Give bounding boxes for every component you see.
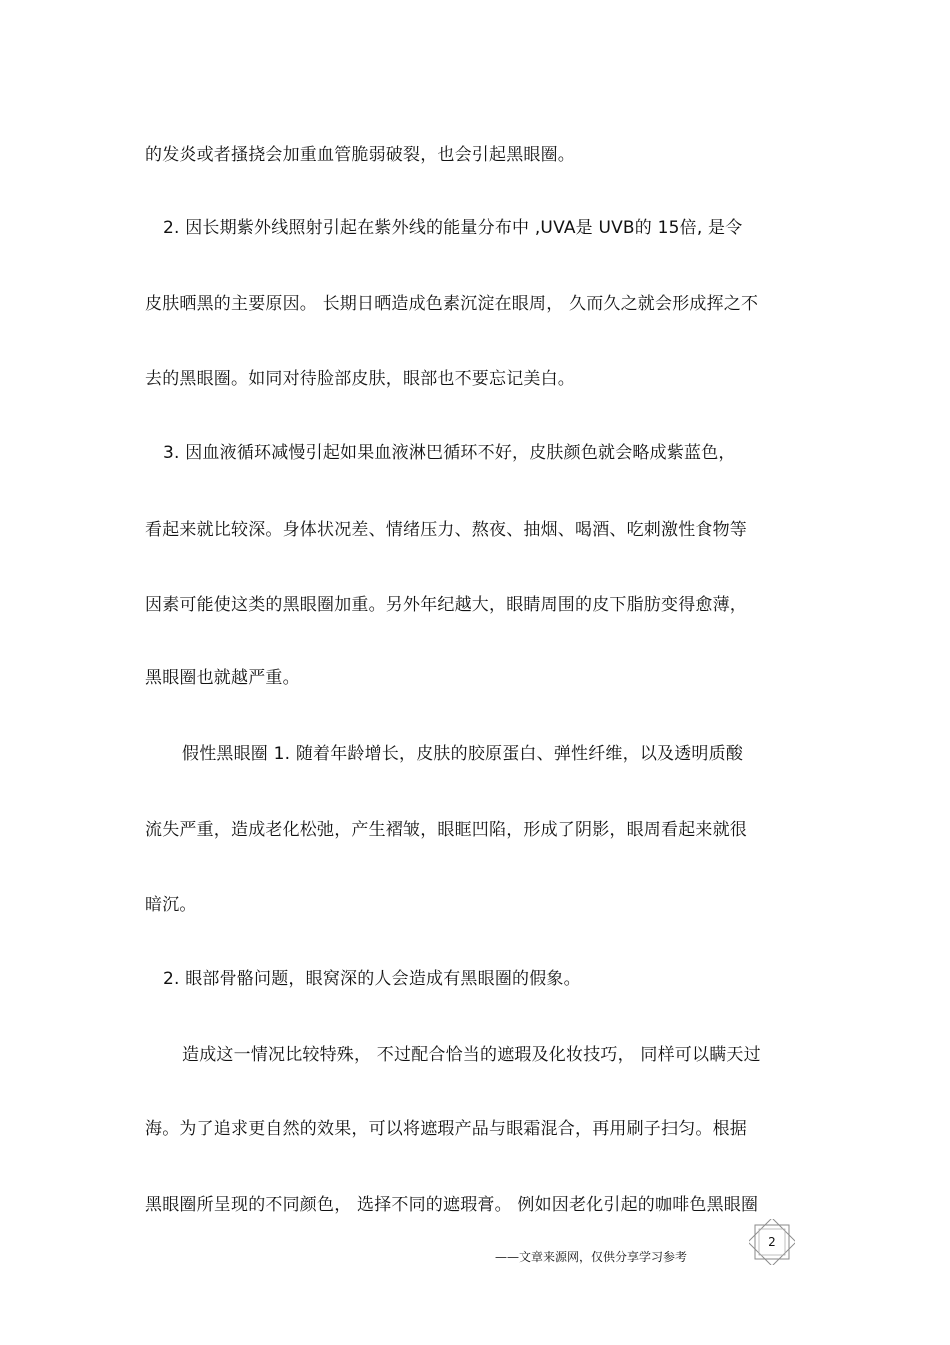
- text-line-10: 流失严重，造成老化松弛，产生褶皱，眼眶凹陷，形成了阴影，眼周看起来就很: [145, 820, 747, 840]
- text-line-15: 黑眼圈所呈现的不同颜色， 选择不同的遮瑕膏。 例如因老化引起的咖啡色黑眼圈: [145, 1195, 759, 1215]
- text-line-11: 暗沉。: [145, 895, 197, 915]
- text-line-9: 假性黑眼圈 1. 随着年龄增长，皮肤的胶原蛋白、弹性纤维，以及透明质酸: [182, 744, 744, 764]
- text-line-8: 黑眼圈也就越严重。: [145, 668, 300, 688]
- text-line-3: 皮肤晒黑的主要原因。 长期日晒造成色素沉淀在眼周， 久而久之就会形成挥之不: [145, 294, 759, 314]
- text-line-5: 3. 因血液循环减慢引起如果血液淋巴循环不好，皮肤颜色就会略成紫蓝色，: [163, 443, 736, 463]
- text-line-4: 去的黑眼圈。如同对待脸部皮肤，眼部也不要忘记美白。: [145, 369, 575, 389]
- text-line-7: 因素可能使这类的黑眼圈加重。另外年纪越大，眼睛周围的皮下脂肪变得愈薄，: [145, 595, 747, 615]
- text-line-14: 海。为了追求更自然的效果，可以将遮瑕产品与眼霜混合，再用刷子扫匀。根据: [145, 1119, 747, 1139]
- page-number-badge: [749, 1219, 795, 1265]
- text-line-13: 造成这一情况比较特殊， 不过配合恰当的遮瑕及化妆技巧， 同样可以瞒天过: [182, 1045, 761, 1065]
- text-line-6: 看起来就比较深。身体状况差、情绪压力、熬夜、抽烟、喝酒、吃刺激性食物等: [145, 520, 747, 540]
- text-line-2: 2. 因长期紫外线照射引起在紫外线的能量分布中 ,UVA是 UVB的 15倍, 是令: [163, 218, 743, 238]
- page-number: 2: [768, 1235, 776, 1249]
- text-line-1: 的发炎或者搔挠会加重血管脆弱破裂，也会引起黑眼圈。: [145, 145, 575, 165]
- text-line-12: 2. 眼部骨骼问题，眼窝深的人会造成有黑眼圈的假象。: [163, 969, 581, 989]
- footer-source-note: ——文章来源网，仅供分享学习参考: [495, 1250, 688, 1264]
